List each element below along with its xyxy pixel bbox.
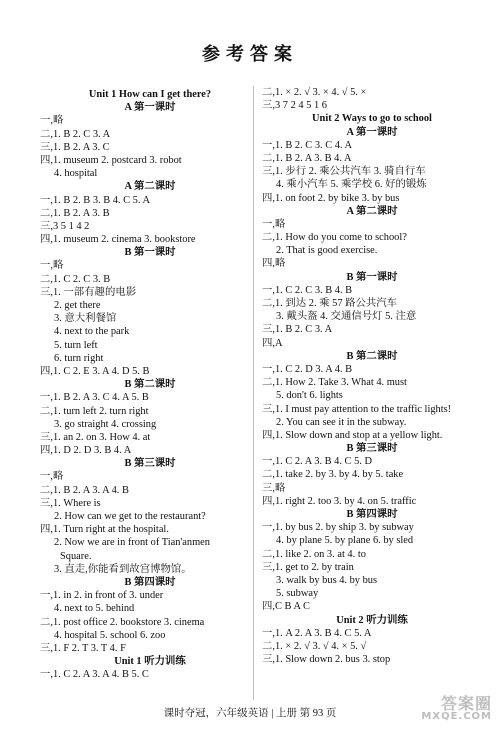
answer-line: 二,1. C 2. C 3. B	[40, 273, 111, 285]
answer-line: 二,1. take 2. by 3. by 4. by 5. take	[262, 469, 404, 481]
lesson-heading: B 第四课时	[124, 576, 176, 588]
answer-line: 3. 直走,你能看到故宫博物馆。	[54, 563, 192, 575]
answer-line: 二,1. 到达 2. 乘 57 路公共汽车	[262, 298, 398, 309]
answer-line: 四,1. museum 2. cinema 3. bookstore	[40, 234, 196, 246]
watermark-bottom-text: MXQE.COM	[421, 711, 492, 722]
lesson-heading: B 第二课时	[346, 350, 398, 362]
answer-line: 二,1. × 2. √ 3. × 4. √ 5. ×	[262, 87, 367, 98]
lesson-heading: B 第一课时	[346, 271, 398, 283]
answer-line: 四,1. museum 2. postcard 3. robot	[40, 154, 182, 166]
answer-line: 二,1. B 2. A 3. B 4. A	[262, 152, 352, 164]
answer-line: 4. next to 5. behind	[54, 603, 135, 615]
answer-line: 四,略	[262, 258, 286, 270]
answer-line: 三,1. 步行 2. 乘公共汽车 3. 骑自行车	[262, 166, 426, 178]
answer-line: 一,1. C 2. A 3. A 4. B 5. C	[40, 669, 149, 681]
answer-line: Square.	[60, 550, 92, 562]
answer-line: 二,1. How 2. Take 3. What 4. must	[262, 377, 407, 389]
answer-line: 二,1. like 2. on 3. at 4. to	[262, 548, 366, 560]
answer-line: 3. walk by bus 4. by bus	[276, 574, 378, 586]
lesson-heading: B 第三课时	[124, 458, 176, 470]
unit-heading: Unit 2 Ways to go to school	[312, 113, 432, 125]
watermark-logo	[412, 694, 492, 731]
answer-line: 四,1. C 2. E 3. A 4. D 5. B	[40, 365, 150, 377]
answer-line: 二,1. post office 2. bookstore 3. cinema	[40, 616, 205, 628]
answer-line: 二,1. B 2. A 3. B	[40, 207, 110, 219]
answer-line: 2. How can we get to the restaurant?	[54, 511, 206, 522]
answer-line: 4. hospital	[54, 168, 98, 180]
answer-line: 三,1. I must pay attention to the traffic lights!	[262, 403, 452, 415]
lesson-heading: A 第二课时	[346, 205, 398, 217]
answer-line: 四,1. right 2. too 3. by 4. on 5. traffic	[262, 495, 417, 507]
answer-line: 一,1. in 2. in front of 3. under	[40, 590, 164, 602]
answer-line: 3. 意大利餐馆	[54, 313, 117, 325]
lesson-heading: B 第一课时	[124, 247, 176, 259]
lesson-heading: A 第一课时	[124, 102, 176, 114]
answer-column-right	[262, 86, 482, 666]
answer-line: 3. 戴头盔 4. 交通信号灯 5. 注意	[276, 311, 417, 323]
answer-line: 二,1. B 2. C 3. A	[40, 128, 111, 140]
answer-line: 二,1. How do you come to school?	[262, 232, 407, 244]
answer-line: 一,1. A 2. A 3. B 4. C 5. A	[262, 627, 372, 639]
answer-line: 2. You can see it in the subway.	[276, 416, 407, 428]
answer-line: 6. turn right	[54, 352, 104, 364]
answer-line: 四,1. Turn right at the hospital.	[40, 524, 169, 536]
answer-line: 三,3 7 2 4 5 1 6	[262, 100, 327, 112]
answer-line: 一,1. B 2. A 3. C 4. A 5. B	[40, 392, 149, 404]
answer-line: 三,1. an 2. on 3. How 4. at	[40, 431, 151, 443]
answer-line: 4. hospital 5. school 6. zoo	[54, 629, 166, 641]
answer-line: 三,1. get to 2. by train	[262, 561, 354, 573]
answer-line: 四,1. D 2. D 3. B 4. A	[40, 445, 132, 457]
answer-line: 一,略	[40, 260, 64, 272]
answer-line: 2. That is good exercise.	[276, 245, 378, 257]
answer-line: 四,1. on foot 2. by bike 3. by bus	[262, 192, 400, 204]
answer-line: 2. Now we are in front of Tian'anmen	[54, 537, 210, 549]
answer-line: 一,1. B 2. C 3. C 4. A	[262, 139, 353, 151]
unit-heading: Unit 1 How can I get there?	[88, 89, 212, 100]
answer-line: 5. turn left	[54, 339, 98, 351]
lesson-heading: B 第二课时	[124, 379, 176, 391]
lesson-heading: B 第四课时	[346, 509, 398, 520]
lesson-heading: A 第一课时	[346, 126, 398, 138]
answer-line: 三,1. Where is	[40, 497, 101, 509]
answer-line: 四,C B A C	[262, 601, 310, 613]
answer-line: 四,A	[262, 337, 283, 349]
answer-line: 一,略	[262, 218, 286, 230]
answer-line: 一,1. C 2. D 3. A 4. B	[262, 363, 353, 375]
answer-line: 4. next to the park	[54, 326, 130, 338]
answer-line: 二,1. B 2. A 3. A 4. B	[40, 484, 129, 496]
unit-heading: Unit 2 听力训练	[336, 614, 408, 626]
page-footer: 课时夺冠，六年级英语 | 上册 第 93 页	[163, 708, 337, 719]
answer-line: 2. get there	[54, 300, 101, 311]
unit-heading: Unit 1 听力训练	[114, 656, 186, 668]
answer-line: 一,略	[40, 471, 64, 483]
answer-line: 二,1. × 2. √ 3. √ 4. × 5. √	[262, 640, 367, 652]
answer-line: 三,略	[262, 482, 286, 494]
answer-line: 一,1. by bus 2. by ship 3. by subway	[262, 522, 414, 534]
answer-line: 5. subway	[276, 588, 319, 600]
answer-line: 四,1. Slow down and stop at a yellow light.	[262, 429, 443, 441]
answer-line: 三,1. Slow down 2. bus 3. stop	[262, 654, 391, 666]
answer-line: 一,略	[40, 115, 64, 127]
answer-line: 4. 乘小汽车 5. 乘学校 6. 好的锻炼	[276, 179, 427, 191]
answer-column-left	[40, 88, 260, 681]
answer-line: 三,1. B 2. C 3. A	[262, 324, 333, 336]
answer-line: 二,1. turn left 2. turn right	[40, 405, 149, 417]
answer-line: 一,1. C 2. A 3. B 4. C 5. D	[262, 456, 372, 468]
answer-line: 三,1. B 2. A 3. C	[40, 141, 110, 153]
answer-line: 4. by plane 5. by plane 6. by sled	[276, 535, 414, 547]
answer-line: 5. don't 6. lights	[276, 390, 343, 402]
column-divider	[253, 86, 254, 700]
answer-line: 三,3 5 1 4 2	[40, 220, 90, 232]
answer-line: 3. go straight 4. crossing	[54, 418, 157, 430]
watermark-top-text: 答案圈	[440, 694, 492, 713]
page-title: 参考答案	[202, 44, 298, 65]
answer-line: 三,1. F 2. T 3. T 4. F	[40, 642, 126, 654]
answer-line: 一,1. C 2. C 3. B 4. B	[262, 284, 353, 296]
answer-line: 三,1. 一部有趣的电影	[40, 286, 137, 298]
lesson-heading: A 第二课时	[124, 181, 176, 193]
lesson-heading: B 第三课时	[346, 443, 398, 455]
answer-line: 一,1. B 2. B 3. B 4. C 5. A	[40, 194, 150, 206]
